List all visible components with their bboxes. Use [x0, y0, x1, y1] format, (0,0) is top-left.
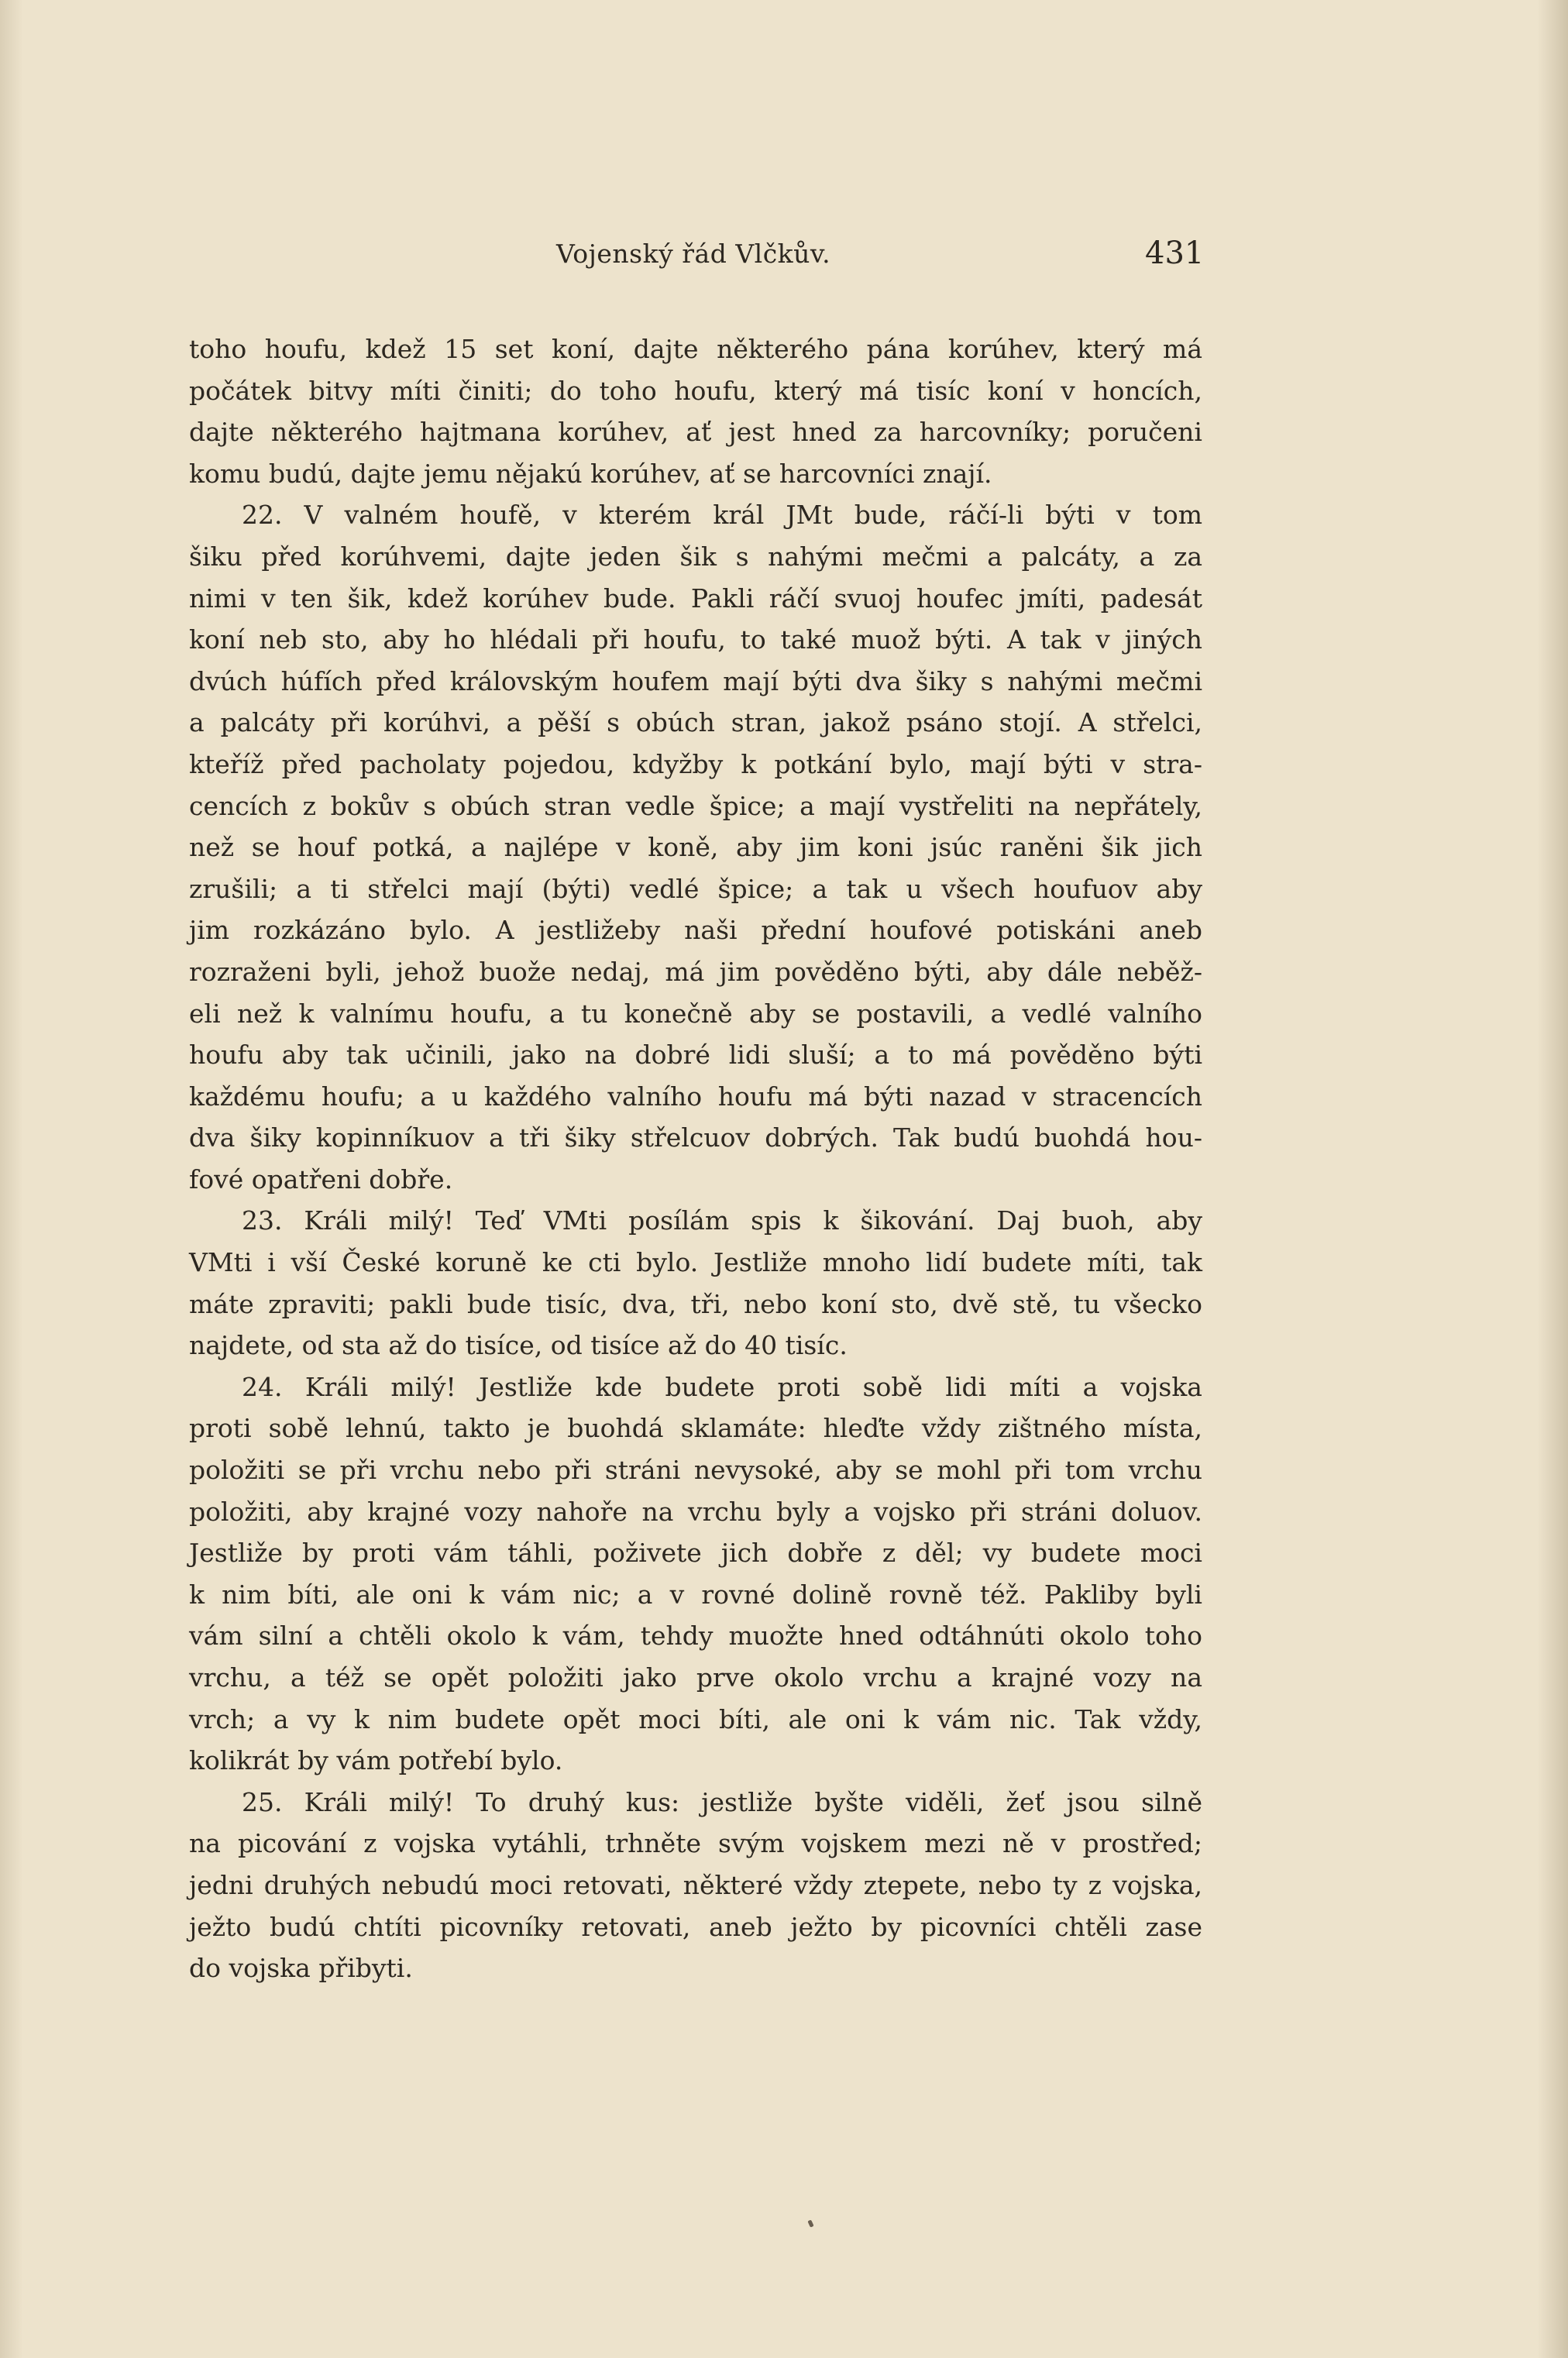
- text-line: VMti i vší České koruně ke cti bylo. Jestliže mnoho lidí budete míti, tak: [189, 1247, 1202, 1278]
- text-line: počátek bitvy míti činiti; do toho houfu, který má tisíc koní v honcích,: [189, 375, 1202, 406]
- text-line: kolikrát by vám potřebí bylo.: [189, 1745, 563, 1776]
- text-line: nimi v ten šik, kdež korúhev bude. Pakli ráčí svuoj houfec jmíti, padesát: [189, 583, 1202, 614]
- paragraph-start-23: 23. Králi milý! Teď VMti posílám spis k šikování. Daj buoh, aby: [242, 1205, 1202, 1236]
- text-line: na picování z vojska vytáhli, trhněte svým vojskem mezi ně v prostřed;: [189, 1828, 1202, 1859]
- running-head: [0, 235, 1568, 285]
- paragraph-start-24: 24. Králi milý! Jestliže kde budete proti sobě lidi míti a vojska: [242, 1371, 1202, 1402]
- text-line: kteříž před pacholaty pojedou, kdyžby k potkání bylo, mají býti v stra-: [189, 748, 1202, 779]
- page-edge-right: [1537, 0, 1568, 2358]
- text-line: máte zpraviti; pakli bude tisíc, dva, tři, nebo koní sto, dvě stě, tu všecko: [189, 1288, 1202, 1319]
- text-line: jim rozkázáno bylo. A jestližeby naši přední houfové potiskáni aneb: [189, 915, 1202, 946]
- text-line: vrchu, a též se opět položiti jako prve okolo vrchu a krajné vozy na: [189, 1662, 1202, 1693]
- page-number: 431: [1145, 235, 1205, 271]
- text-line: cencích z bokův s obúch stran vedle špice; a mají vystřeliti na nepřátely,: [189, 790, 1202, 821]
- text-line: ježto budú chtíti picovníky retovati, aneb ježto by picovníci chtěli zase: [189, 1911, 1202, 1942]
- text-line: eli než k valnímu houfu, a tu konečně aby se postavili, a vedlé valního: [189, 998, 1202, 1029]
- text-line: proti sobě lehnú, takto je buohdá sklamáte: hleďte vždy zištného místa,: [189, 1413, 1202, 1444]
- text-line: k nim bíti, ale oni k vám nic; a v rovné dolině rovně též. Pakliby byli: [189, 1579, 1202, 1610]
- text-line: vrch; a vy k nim budete opět moci bíti, ale oni k vám nic. Tak vždy,: [189, 1703, 1202, 1734]
- text-line: než se houf potká, a najlépe v koně, aby jim koni jsúc raněni šik jich: [189, 832, 1202, 863]
- text-line: dajte některého hajtmana korúhev, ať jest hned za harcovníky; poručeni: [189, 417, 1202, 448]
- text-line: toho houfu, kdež 15 set koní, dajte některého pána korúhev, který má: [189, 334, 1202, 364]
- text-line: komu budú, dajte jemu nějakú korúhev, ať se harcovníci znají.: [189, 458, 992, 489]
- text-line: vám silní a chtěli okolo k vám, tehdy muožte hned odtáhnúti okolo toho: [189, 1621, 1202, 1652]
- body-text: [189, 328, 1202, 1989]
- running-title: Vojenský řád Vlčkův.: [556, 239, 831, 269]
- text-line: zrušili; a ti střelci mají (býti) vedlé špice; a tak u všech houfuov aby: [189, 873, 1202, 904]
- text-line: dva šiky kopinníkuov a tři šiky střelcuov dobrých. Tak budú buohdá hou-: [189, 1122, 1202, 1153]
- text-line: položiti, aby krajné vozy nahoře na vrchu byly a vojsko při stráni doluov.: [189, 1496, 1202, 1527]
- text-line: najdete, od sta až do tisíce, od tisíce až do 40 tisíc.: [189, 1330, 848, 1361]
- stray-ink-mark: [807, 2219, 813, 2227]
- text-line: dvúch húfích před královským houfem mají býti dva šiky s nahými mečmi: [189, 665, 1202, 696]
- text-line: koní neb sto, aby ho hlédali při houfu, to také muož býti. A tak v jiných: [189, 624, 1202, 655]
- text-line: a palcáty při korúhvi, a pěší s obúch stran, jakož psáno stojí. A střelci,: [189, 707, 1202, 738]
- text-line: do vojska přibyti.: [189, 1953, 413, 1984]
- paragraph-start-22: 22. V valném houfě, v kterém král JMt bude, ráčí-li býti v tom: [242, 500, 1202, 531]
- text-line: Jestliže by proti vám táhli, poživete jich dobře z děl; vy budete moci: [189, 1538, 1202, 1569]
- text-line: jedni druhých nebudú moci retovati, některé vždy ztepete, nebo ty z vojska,: [189, 1869, 1202, 1900]
- text-line: houfu aby tak učinili, jako na dobré lidi sluší; a to má pověděno býti: [189, 1040, 1202, 1071]
- text-line: rozraženi byli, jehož buože nedaj, má jim pověděno býti, aby dále neběž-: [189, 956, 1202, 987]
- text-line: každému houfu; a u každého valního houfu má býti nazad v stracencích: [189, 1081, 1202, 1112]
- text-line: fové opatřeni dobře.: [189, 1164, 453, 1194]
- text-line: položiti se při vrchu nebo při stráni nevysoké, aby se mohl při tom vrchu: [189, 1455, 1202, 1486]
- page-edge-left: [0, 0, 23, 2358]
- paragraph-start-25: 25. Králi milý! To druhý kus: jestliže byšte viděli, žeť jsou silně: [242, 1786, 1202, 1817]
- text-line: šiku před korúhvemi, dajte jeden šik s nahými mečmi a palcáty, a za: [189, 541, 1202, 572]
